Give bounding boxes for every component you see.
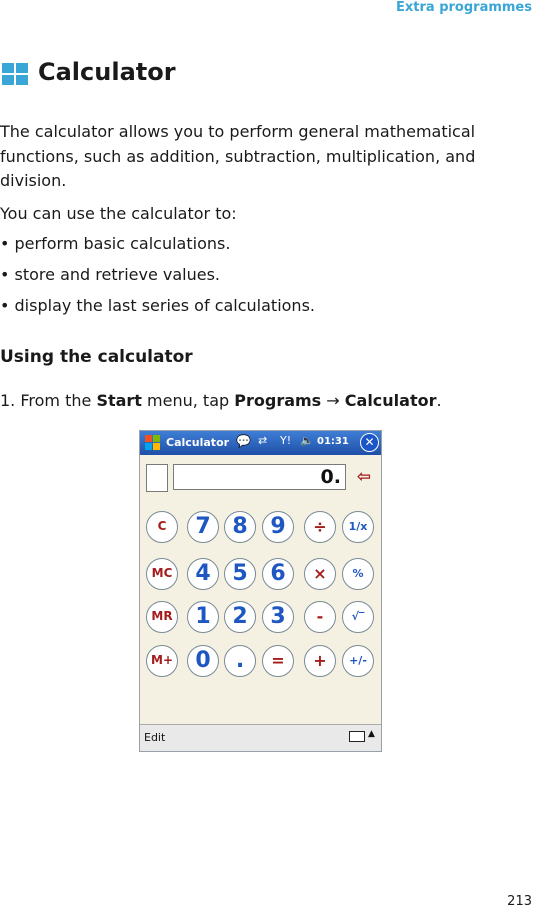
page-title: Calculator [38, 58, 176, 86]
memory-recall-button[interactable]: MR [146, 601, 178, 633]
intro-paragraph: The calculator allows you to perform general mathematical functions, such as addition, subtraction, multiplication, and division. [0, 122, 476, 190]
section-header: Extra programmes [396, 0, 532, 15]
signal-icon[interactable]: Y! [280, 434, 292, 447]
volume-icon[interactable]: 🔈 [300, 434, 314, 447]
reciprocal-button[interactable]: 1/x [342, 511, 374, 543]
windows-start-icon[interactable] [144, 434, 161, 451]
message-icon[interactable]: 💬 [236, 434, 251, 448]
digit-7-button[interactable]: 7 [187, 511, 219, 543]
digit-5-button[interactable]: 5 [224, 558, 256, 590]
edit-menu[interactable]: Edit [144, 731, 166, 744]
sign-toggle-button[interactable]: +/- [342, 645, 374, 677]
step-text: From the [20, 391, 97, 410]
connectivity-icon[interactable]: ⇄ [258, 434, 268, 447]
programs-label: Programs [234, 391, 322, 410]
close-icon[interactable]: ✕ [360, 433, 379, 452]
digit-0-button[interactable]: 0 [187, 645, 219, 677]
calculator-label: Calculator [344, 391, 437, 410]
title-bar [140, 431, 381, 455]
square-root-button[interactable]: √‾ [342, 601, 374, 633]
digit-4-button[interactable]: 4 [187, 558, 219, 590]
digit-3-button[interactable]: 3 [262, 601, 294, 633]
digit-8-button[interactable]: 8 [224, 511, 256, 543]
calculator-screenshot [139, 430, 382, 752]
divide-button[interactable]: ÷ [304, 511, 336, 543]
digit-2-button[interactable]: 2 [224, 601, 256, 633]
digit-1-button[interactable]: 1 [187, 601, 219, 633]
app-title: Calculator [166, 436, 230, 449]
clock[interactable]: 01:31 [317, 436, 349, 447]
step-number: 1. [0, 391, 16, 410]
digit-6-button[interactable]: 6 [262, 558, 294, 590]
digit-9-button[interactable]: 9 [262, 511, 294, 543]
subtract-button[interactable]: - [304, 601, 336, 633]
add-button[interactable]: + [304, 645, 336, 677]
bullet-item: • display the last series of calculations. [0, 296, 315, 315]
backspace-button[interactable]: ⇦ [356, 467, 372, 487]
equals-button[interactable]: = [262, 645, 294, 677]
memory-indicator [146, 464, 168, 492]
clear-button[interactable]: C [146, 511, 178, 543]
multiply-button[interactable]: × [304, 558, 336, 590]
input-panel-arrow-icon[interactable]: ▲ [368, 729, 375, 739]
subheading: Using the calculator [0, 347, 193, 367]
menu-bar [140, 724, 381, 751]
memory-clear-button[interactable]: MC [146, 558, 178, 590]
keyboard-icon[interactable] [349, 731, 365, 742]
use-intro: You can use the calculator to: [0, 204, 237, 223]
start-menu-label: Start [96, 391, 142, 410]
page-number: 213 [507, 894, 532, 909]
decimal-button[interactable]: . [224, 645, 256, 677]
arrow-glyph: → [321, 391, 345, 410]
bullet-item: • perform basic calculations. [0, 234, 231, 253]
bullet-item: • store and retrieve values. [0, 265, 220, 284]
step-text: menu, tap [141, 391, 235, 410]
percent-button[interactable]: % [342, 558, 374, 590]
calc-display: 0. [173, 464, 346, 490]
step-1 [0, 391, 442, 410]
memory-add-button[interactable]: M+ [146, 645, 178, 677]
step-text: . [436, 391, 442, 410]
section-icon [2, 63, 29, 87]
